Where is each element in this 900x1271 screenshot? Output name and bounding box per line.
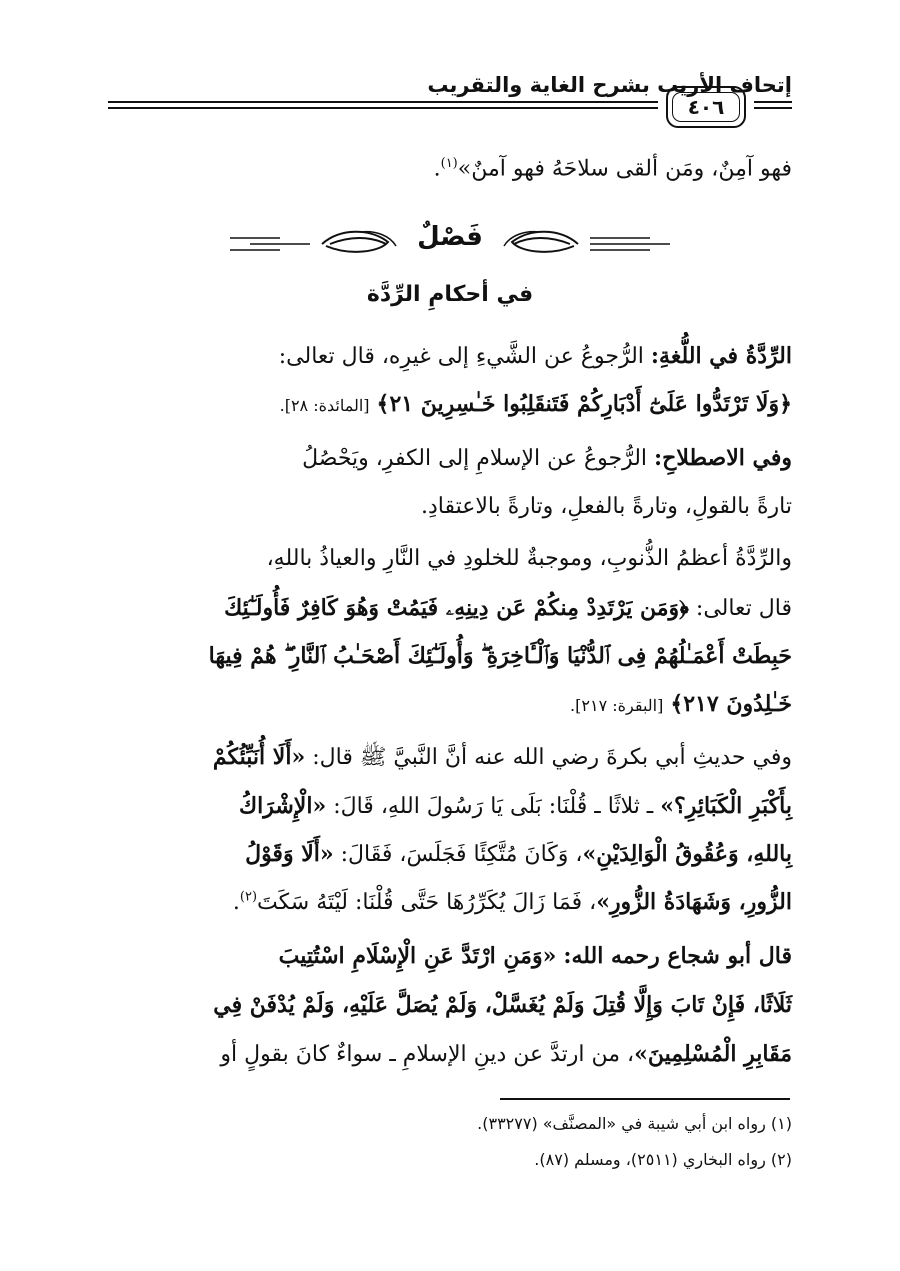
text-fragment: فهو آمِنٌ، ومَن ألقى سلاحَهُ فهو آمنٌ»: [457, 156, 792, 182]
hadith-text: «الْإِشْرَاكُ: [238, 793, 327, 819]
quran-verse: ﴿وَمَن يَرْتَدِدْ مِنكُمْ عَن دِينِهِۦ فَيَمُتْ وَهُوَ كَافِرٌ فَأُولَـٰٓئِكَ: [224, 595, 689, 621]
term-bold: وفي الاصطلاحِ:: [654, 445, 792, 471]
header-rule-right: [754, 101, 792, 103]
text-line-p4-1: [108, 743, 792, 775]
footnote-ref-2: (٢): [239, 889, 258, 905]
quran-verse-line: حَبِطَتْ أَعْمَـٰلُهُمْ فِى ٱلدُّنْيَا وَٱلْـَٔاخِرَةِ ۖ وَأُولَـٰٓئِكَ أَصْحَـٰبُ ٱلنَّارِ ۖ هُمْ فِيهَا: [208, 643, 792, 669]
page-number-frame: [666, 86, 746, 128]
verse-reference: [المائدة: ٢٨].: [279, 396, 370, 415]
quran-verse: ﴿وَلَا تَرْتَدُّوا عَلَىٰٓ أَدْبَارِكُمْ فَتَنقَلِبُوا خَـٰسِرِينَ ٢١﴾: [376, 391, 792, 417]
text-fragment: قال تعالى:: [695, 596, 792, 621]
text-fragment: ، وَكَانَ مُتَّكِئًا فَجَلَسَ، فَقَالَ:: [340, 842, 583, 867]
section-ornament: [230, 222, 670, 262]
text-line-p5-3: [108, 1041, 792, 1067]
text-line-p1-1: [108, 343, 792, 369]
page-number: ٤٠٦: [687, 95, 725, 119]
text-fragment: ، فَمَا زَالَ يُكَرِّرُهَا حَتَّى قُلْنَا: لَيْتَهُ سَكَتَ: [257, 890, 597, 915]
text-fragment: .: [232, 890, 240, 915]
text-line-p4-2: [108, 793, 792, 819]
matn-text: «وَمَنِ ارْتَدَّ عَنِ الْإِسْلَامِ اسْتُتِيبَ: [278, 943, 557, 969]
text-fragment: الرُّجوعُ عن الإسلامِ إلى الكفرِ، ويَحْصُلُ: [302, 446, 648, 471]
text-fragment: .: [433, 156, 441, 182]
text-line-1: [108, 156, 792, 181]
footnote-2: (٢) رواه البخاري (٢٥١١)، ومسلم (٨٧).: [534, 1150, 792, 1169]
text-fragment: وفي حديثِ أبي بكرةَ رضي الله عنه أنَّ النَّبيَّ ﷺ قال:: [312, 745, 792, 770]
quran-verse: خَـٰلِدُونَ ٢١٧﴾: [670, 691, 792, 717]
text-fragment: ، من ارتدَّ عن دينِ الإسلامِ ـ سواءٌ كانَ بقولٍ أو: [220, 1042, 635, 1067]
text-line-p3-4: [108, 691, 792, 717]
text-line-p5-1: [108, 943, 792, 969]
text-fragment: الرُّجوعُ عن الشَّيءِ إلى غيرِه، قال تعالى:: [278, 344, 644, 369]
text-fragment: ـ ثلاثًا ـ قُلْنَا: بَلَى يَا رَسُولَ اللهِ، قَالَ:: [333, 794, 654, 819]
running-title: إتحاف الأريب بشرح الغاية والتقريب: [427, 73, 792, 97]
matn-text-line: ثَلَاثًا، فَإِنْ تَابَ وَإِلَّا قُتِلَ وَلَمْ يُغَسَّلْ، وَلَمْ يُصَلَّ عَلَيْهِ، وَلَمْ يُدْفَنْ فِي: [213, 992, 792, 1018]
section-heading: في أحكامِ الرِّدَّة: [366, 282, 534, 307]
footnote-separator: [500, 1098, 790, 1100]
text-line-p4-4: [108, 889, 792, 915]
section-title: فَصْلٌ: [417, 222, 483, 252]
author-quote-intro: قال أبو شجاع رحمه الله:: [563, 943, 792, 969]
hadith-text: بِأَكْبَرِ الْكَبَائِرِ؟»: [660, 793, 792, 819]
verse-reference: [البقرة: ٢١٧].: [570, 696, 664, 715]
text-line-p2-1: [108, 445, 792, 471]
hadith-text: «أَلَا وَقَوْلُ: [245, 841, 334, 867]
text-line-p4-3: [108, 841, 792, 867]
header-rule-right-lower: [754, 107, 792, 109]
header-rule-left-lower: [108, 107, 658, 109]
term-bold: الرِّدَّةُ في اللُّغةِ:: [650, 343, 792, 369]
text-line-p2-2: تارةً بالقولِ، وتارةً بالفعلِ، وتارةً بالاعتقادِ.: [420, 494, 792, 519]
hadith-text: الزُّورِ، وَشَهَادَةُ الزُّورِ»: [596, 889, 792, 915]
text-line-p3-2: [108, 595, 792, 621]
header-rule-left: [108, 101, 658, 103]
footnote-1: (١) رواه ابن أبي شيبة في «المصنَّف» (٣٣٢٧٧).: [477, 1114, 792, 1133]
text-line-p1-2: [108, 391, 792, 417]
hadith-text: «أَلَا أُنَبِّئُكُمْ: [212, 744, 306, 770]
footnote-ref-1: (١): [440, 156, 458, 171]
text-line-p3-1: والرِّدَّةُ أعظمُ الذُّنوبِ، وموجبةٌ للخلودِ في النَّارِ والعياذُ باللهِ،: [266, 546, 792, 571]
matn-text: مَقَابِرِ الْمُسْلِمِينَ»: [634, 1041, 792, 1067]
hadith-text: بِاللهِ، وَعُقُوقُ الْوَالِدَيْنِ»: [582, 841, 792, 867]
